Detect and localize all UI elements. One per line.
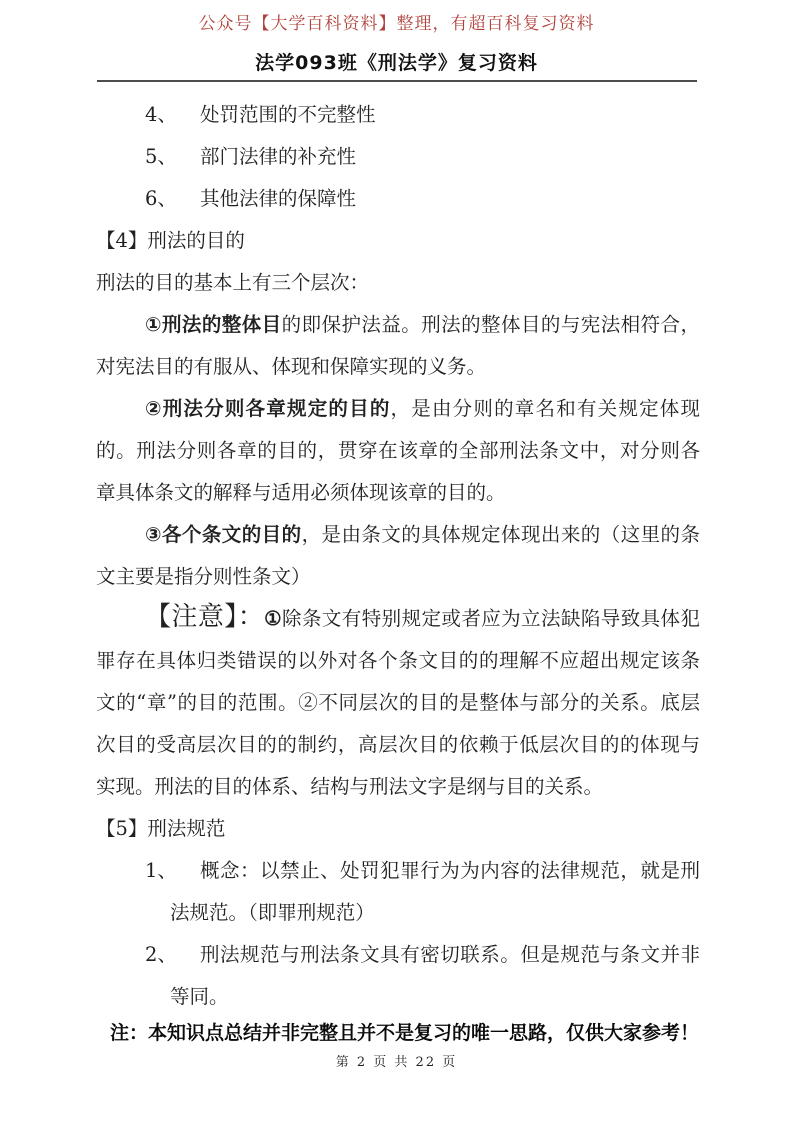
- point-2-bold-lead: ②刑法分则各章规定的目的: [145, 397, 391, 420]
- page-number: 第 2 页 共 22 页: [335, 1055, 458, 1070]
- notice-paragraph: [96, 598, 700, 808]
- document-body: [96, 94, 700, 1018]
- list-item-number: 4、: [145, 103, 177, 126]
- list-item-text: 刑法规范与刑法条文具有密切联系。但是规范与条文并非等同。: [170, 943, 700, 1008]
- list-item-text: 其他法律的保障性: [200, 187, 357, 210]
- list-item-number: 5、: [145, 145, 177, 168]
- point-3-text: ，是由条文的具体规定体现出来的（这里的条文主要是指分则性条文）: [96, 523, 700, 588]
- list-item: [96, 850, 700, 934]
- paragraph-point-1: [96, 304, 700, 388]
- list-item-number: 2、: [145, 943, 177, 966]
- list-item: [96, 136, 700, 178]
- list-item: [96, 178, 700, 220]
- footer-note: 注：本知识点总结并非完整且并不是复习的唯一思路，仅供大家参考！: [110, 1022, 700, 1044]
- list-item-number: 6、: [145, 187, 177, 210]
- notice-marker-2: ②: [298, 691, 319, 714]
- paragraph-point-2: [96, 388, 700, 514]
- notice-text-1: 除条文有特别规定或者应为立法缺陷导致具体犯罪存在具体归类错误的以外对各个条文目的的理解不应超出规定该条文的“章”的目的范围。: [96, 607, 700, 714]
- point-2-text: ，是由分则的章名和有关规定体现的。刑法分则各章的目的，贯穿在该章的全部刑法条文中，对分则各章具体条文的解释与适用必须体现该章的目的。: [96, 397, 700, 504]
- list-item-number: 1、: [145, 859, 177, 882]
- intro-paragraph: 刑法的目的基本上有三个层次：: [96, 271, 370, 294]
- list-item: [96, 934, 700, 1018]
- point-1-bold-lead: ①刑法的整体目: [145, 313, 282, 336]
- notice-text-2: 不同层次的目的是整体与部分的关系。底层次目的受高层次目的的制约，高层次目的依赖于低层次目的的体现与实现。刑法的目的体系、结构与刑法文字是纲与目的关系。: [96, 691, 700, 798]
- section-heading-5: 【5】刑法规范: [96, 817, 226, 840]
- point-3-bold-lead: ③各个条文的目的: [145, 523, 302, 546]
- title-divider-rule: [97, 80, 697, 82]
- list-item-text: 处罚范围的不完整性: [200, 103, 376, 126]
- list-item-text: 概念：以禁止、处罚犯罪行为为内容的法律规范，就是刑法规范。（即罪刑规范）: [170, 859, 700, 924]
- page-header-promo-text: 公众号【大学百科资料】整理，有超百科复习资料: [198, 14, 595, 34]
- point-1-text: 的即保护法益。刑法的整体目的与宪法相符合，对宪法目的有服从、体现和保障实现的义务。: [96, 313, 700, 378]
- section-heading-4: 【4】刑法的目的: [96, 229, 245, 252]
- notice-label: 【注意】：: [145, 602, 265, 632]
- paragraph-point-3: [96, 514, 700, 598]
- document-title: 法学093班《刑法学》复习资料: [255, 52, 538, 74]
- list-item: [96, 94, 700, 136]
- notice-marker-1: ①: [264, 607, 283, 630]
- list-item-text: 部门法律的补充性: [200, 145, 357, 168]
